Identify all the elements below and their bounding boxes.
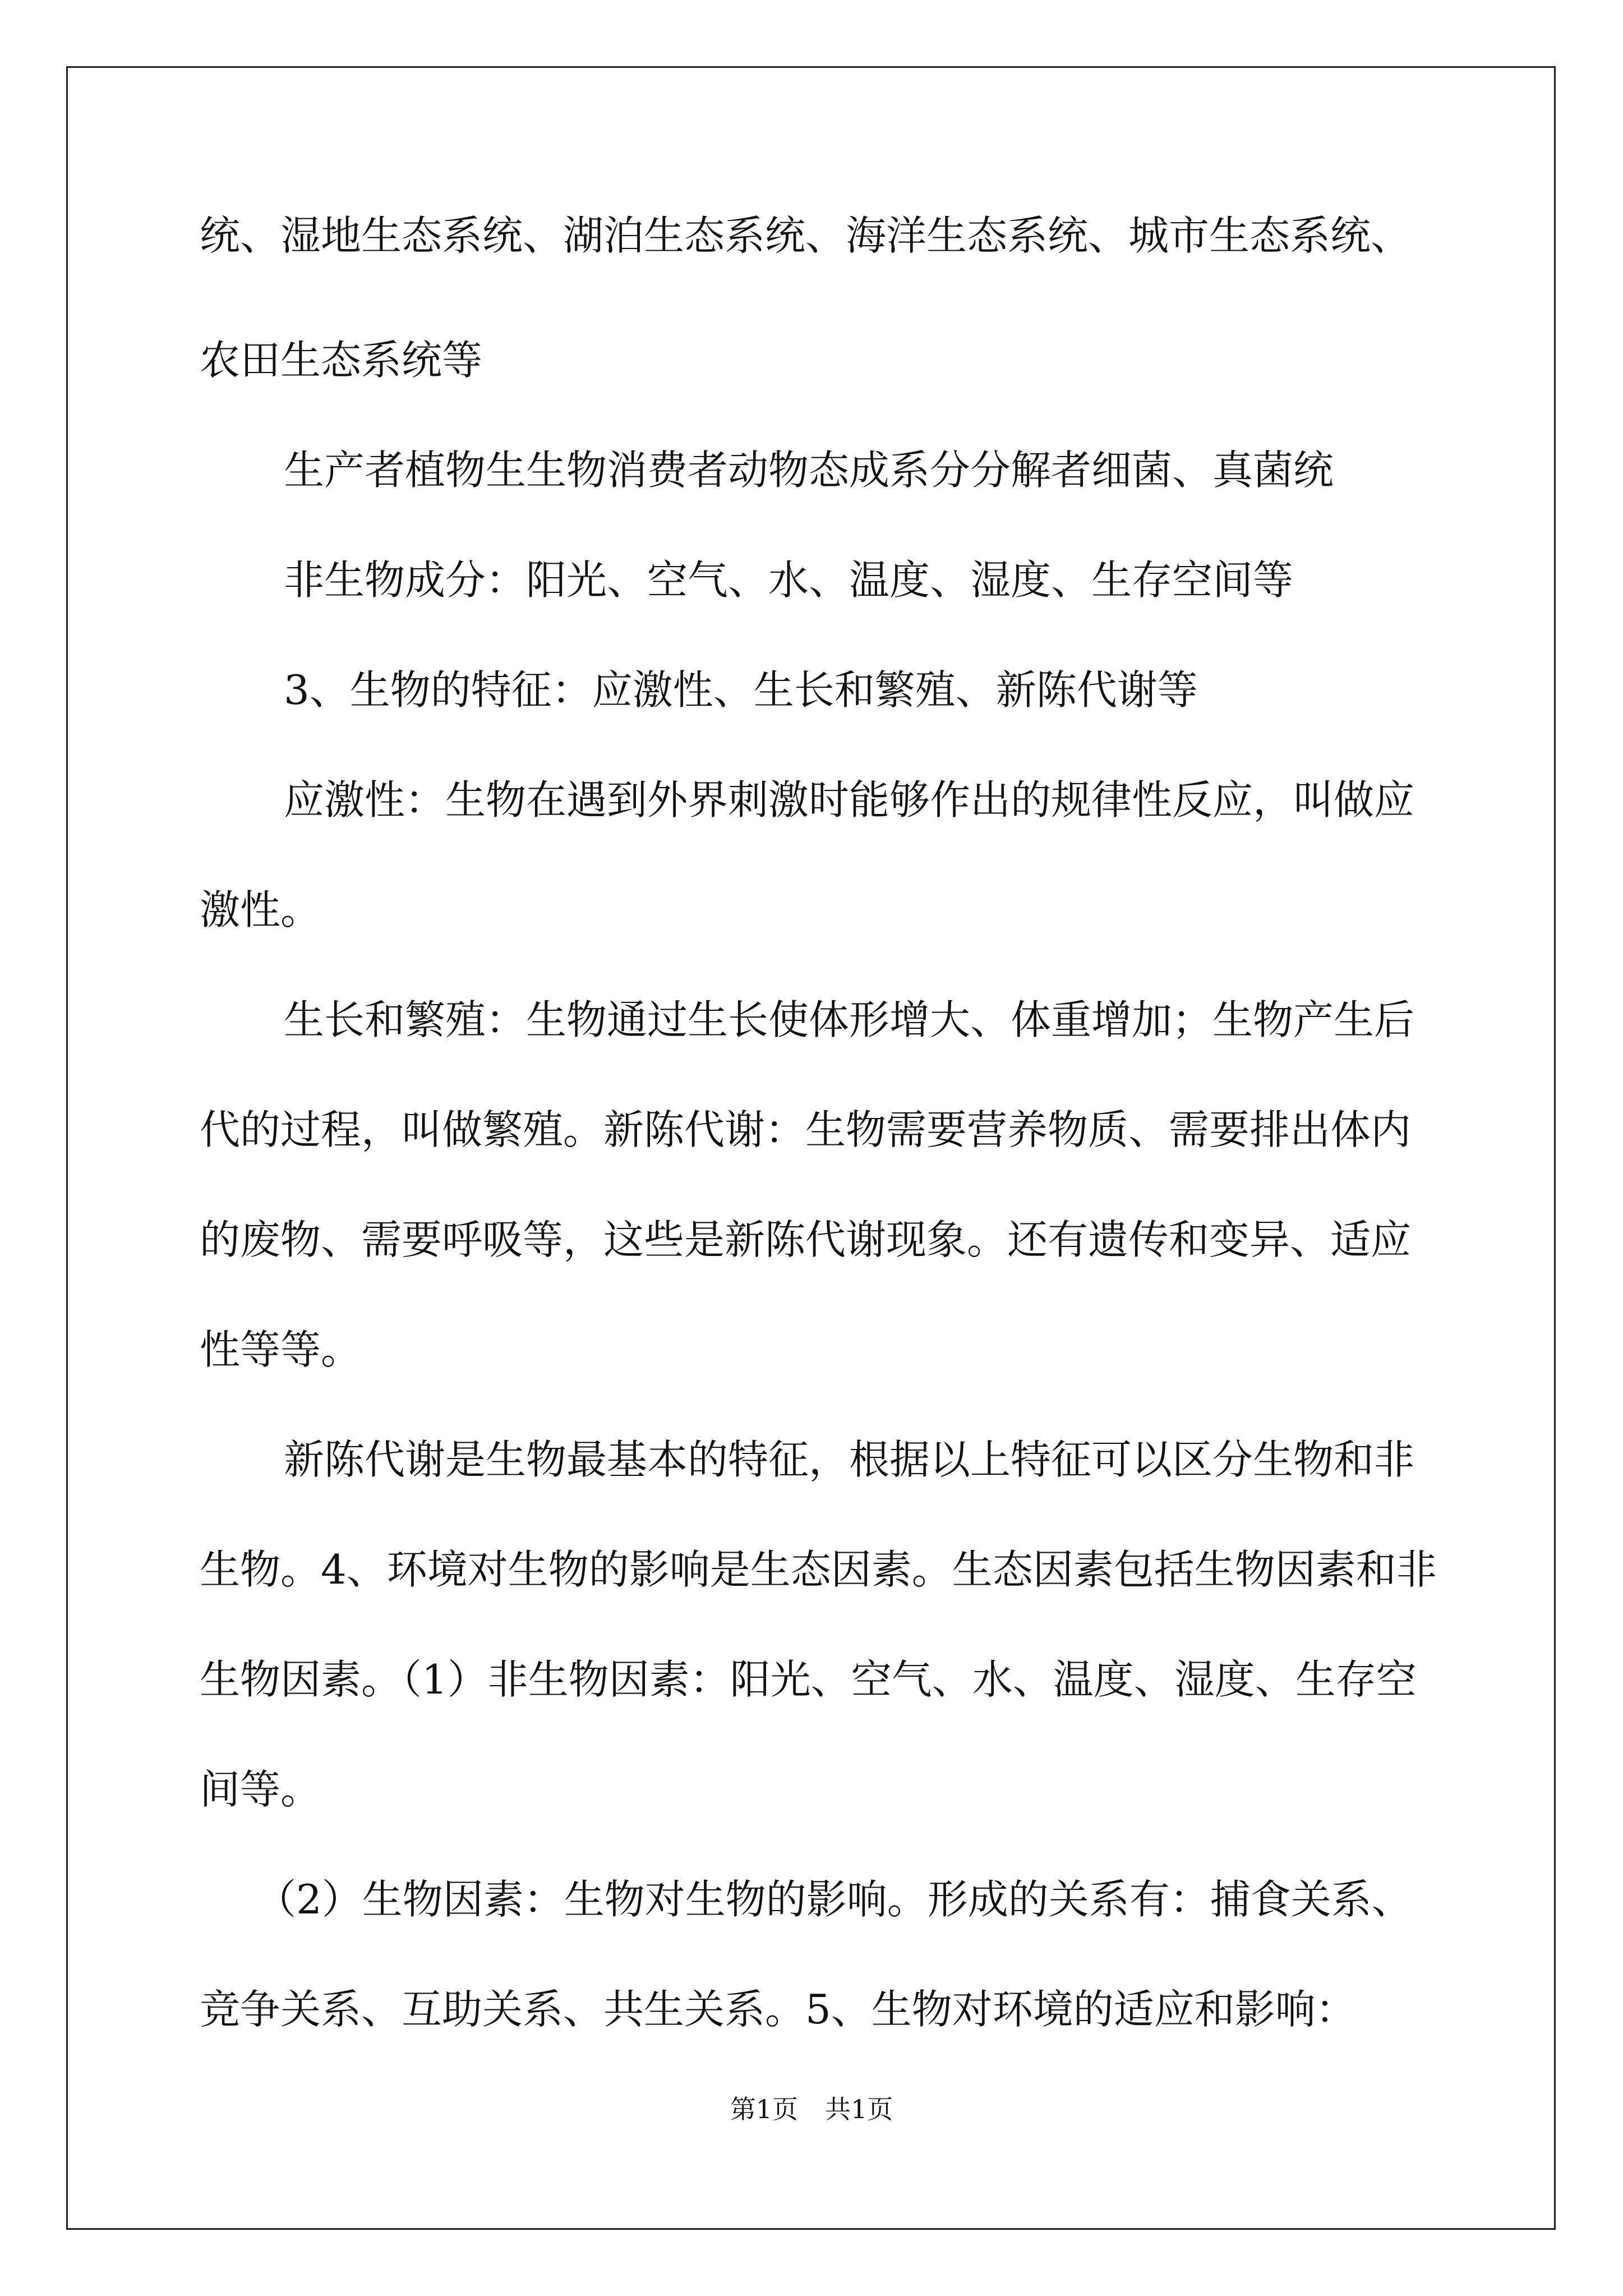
text-line: 生物。4、环境对生物的影响是生态因素。生态因素包括生物因素和非 — [200, 1546, 1437, 1593]
text-line: （2）生物因素：生物对生物的影响。形成的关系有：捕食关系、 — [256, 1876, 1412, 1923]
text-line: 生产者植物生生物消费者动物态成系分分解者细菌、真菌统 — [284, 447, 1334, 494]
page-total: 共1页 — [825, 2094, 893, 2124]
text-line: 代的过程，叫做繁殖。新陈代谢：生物需要营养物质、需要排出体内 — [200, 1106, 1412, 1153]
text-line: 生物因素。（1）非生物因素：阳光、空气、水、温度、湿度、生存空 — [200, 1656, 1417, 1703]
page-number: 第1页 — [730, 2094, 798, 2124]
page-footer — [0, 2092, 1623, 2126]
text-line: 生长和繁殖：生物通过生长使体形增大、体重增加；生物产生后 — [284, 996, 1415, 1043]
text-line: 的废物、需要呼吸等，这些是新陈代谢现象。还有遗传和变异、适应 — [200, 1216, 1412, 1263]
text-line: 应激性：生物在遇到外界刺激时能够作出的规律性反应，叫做应 — [284, 776, 1415, 823]
text-line: 新陈代谢是生物最基本的特征，根据以上特征可以区分生物和非 — [284, 1436, 1415, 1483]
text-line: 激性。 — [200, 886, 321, 933]
text-line: 3、生物的特征：应激性、生长和繁殖、新陈代谢等 — [284, 666, 1198, 714]
text-line: 农田生态系统等 — [200, 337, 483, 384]
text-line: 竞争关系、互助关系、共生关系。5、生物对环境的适应和影响： — [200, 1986, 1356, 2033]
text-line: 非生物成分：阳光、空气、水、温度、湿度、生存空间等 — [284, 556, 1294, 604]
text-line: 间等。 — [200, 1766, 321, 1813]
text-line: 统、湿地生态系统、湖泊生态系统、海洋生态系统、城市生态系统、 — [200, 212, 1412, 259]
text-line: 性等等。 — [200, 1326, 362, 1373]
